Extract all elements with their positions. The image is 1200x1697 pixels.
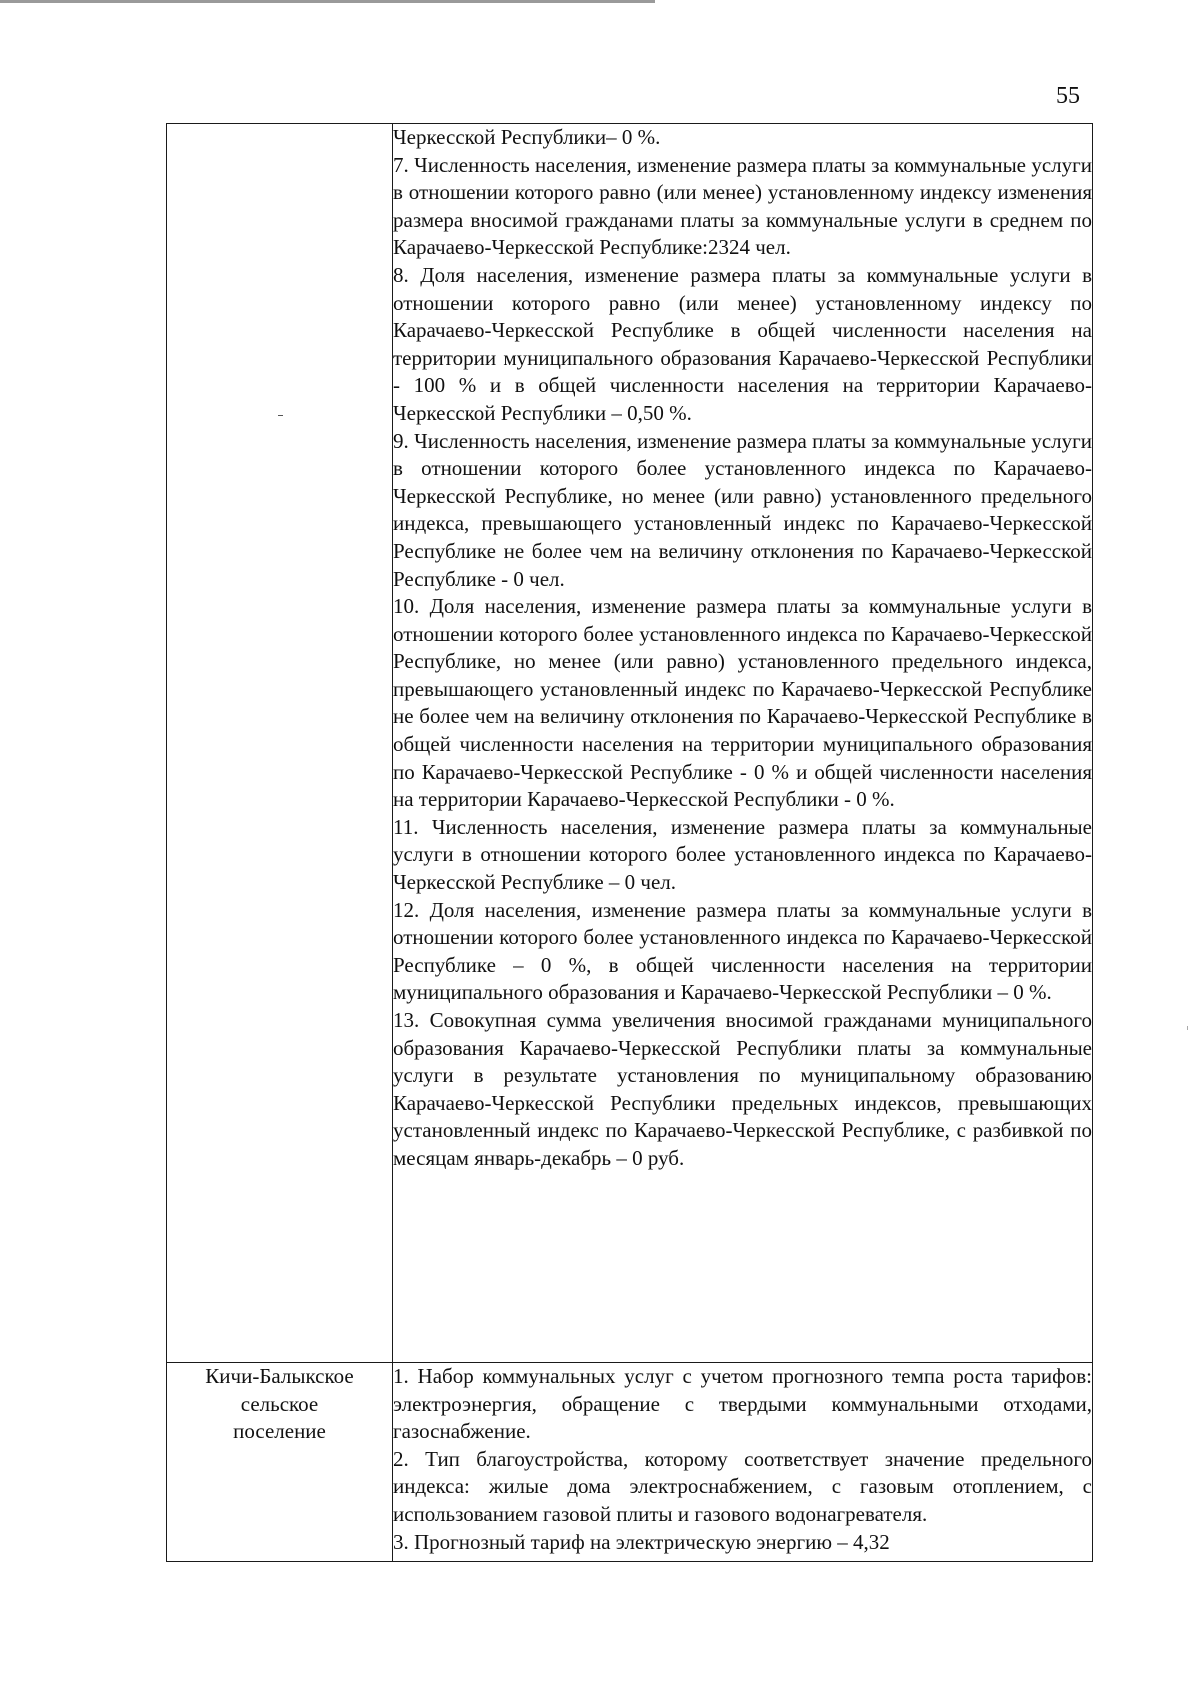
indicators-table <box>166 123 1093 1562</box>
top-scan-edge <box>0 0 655 3</box>
paragraph: 2. Тип благоустройства, которому соответствует значение предельного индекса: жилые дома электроснабжением, с газовым отоплением, с использованием газовой плиты и газового водонагревателя. <box>393 1446 1092 1526</box>
indicators-cell <box>393 124 1093 1363</box>
paragraph: 7. Численность населения, изменение размера платы за коммунальные услуги в отношении которого равно (или менее) установленному индексу изменения размера вносимой гражданами платы за коммунальные услуги в среднем по Карачаево-Черкесской Республике:2324 чел. <box>393 152 1092 260</box>
paragraph: 13. Совокупная сумма увеличения вносимой гражданами муниципального образования Карачаево-Черкесской Республики платы за коммунальные услуги в результате установления по муниципальному образованию Карачаево-Черкесской Республики предельных индексов, превышающих установленный индекс по Карачаево-Черкесской Республике, с разбивкой по месяцам январь-декабрь – 0 руб. <box>393 1008 1092 1170</box>
settlement-name-line: Кичи-Балыкское <box>205 1364 354 1388</box>
table-row <box>167 1363 1093 1562</box>
paragraph: 8. Доля населения, изменение размера платы за коммунальные услуги в отношении которого равно (или менее) установленному индексу по Карачаево-Черкесской Республике в общей численности населения на территории муниципального образования Карачаево-Черкесской Республики - 100 % и в общей численности населения на территории Карачаево-Черкесской Республики – 0,50 %. <box>393 262 1092 425</box>
paragraph: Черкесской Республики– 0 %. <box>393 125 661 149</box>
settlement-name-line: сельское <box>240 1391 319 1416</box>
paragraph: 12. Доля населения, изменение размера платы за коммунальные услуги в отношении которого более установленного индекса по Карачаево-Черкесской Республике – 0 %, в общей численности населения на территории муниципального образования и Карачаево-Черкесской Республики – 0 %. <box>393 897 1092 1005</box>
paragraph: 11. Численность населения, изменение размера платы за коммунальные услуги в отношении которого более установленного индекса по Карачаево-Черкесской Республике – 0 чел. <box>393 814 1092 895</box>
paragraph: 1. Набор коммунальных услуг с учетом прогнозного темпа роста тарифов: электроэнергия, обращение с твердыми коммунальными отходами, газоснабжение. <box>393 1364 1092 1444</box>
paragraph: 9. Численность населения, изменение размера платы за коммунальные услуги в отношении которого более установленного индекса по Карачаево-Черкесской Республике, но менее (или равно) установленного предельного индекса, превышающего установленный индекс по Карачаево-Черкесской Республике не более чем на величину отклонения по Карачаево-Черкесской Республике - 0 чел. <box>393 428 1092 591</box>
settlement-name-line: поселение <box>233 1419 326 1444</box>
paragraph: 10. Доля населения, изменение размера платы за коммунальные услуги в отношении которого более установленного индекса по Карачаево-Черкесской Республике, но менее (или равно) установленного предельного индекса, превышающего установленный индекс по Карачаево-Черкесской Республике не более чем на величину отклонения по Карачаево-Черкесской Республике в общей численности населения на территории муниципального образования по Карачаево-Черкесской Республике - 0 % и общей численности населения на территории Карачаево-Черкесской Республики - 0 %. <box>393 594 1092 812</box>
settlement-cell <box>167 1363 393 1562</box>
settlement-cell <box>167 124 393 1363</box>
paragraph: 3. Прогнозный тариф на электрическую энергию – 4,32 <box>393 1529 890 1554</box>
table-row <box>167 124 1093 1363</box>
page-number: 55 <box>1056 83 1080 109</box>
indicators-cell <box>393 1363 1093 1562</box>
scan-artifact <box>1187 1026 1188 1030</box>
scan-artifact <box>278 415 283 416</box>
